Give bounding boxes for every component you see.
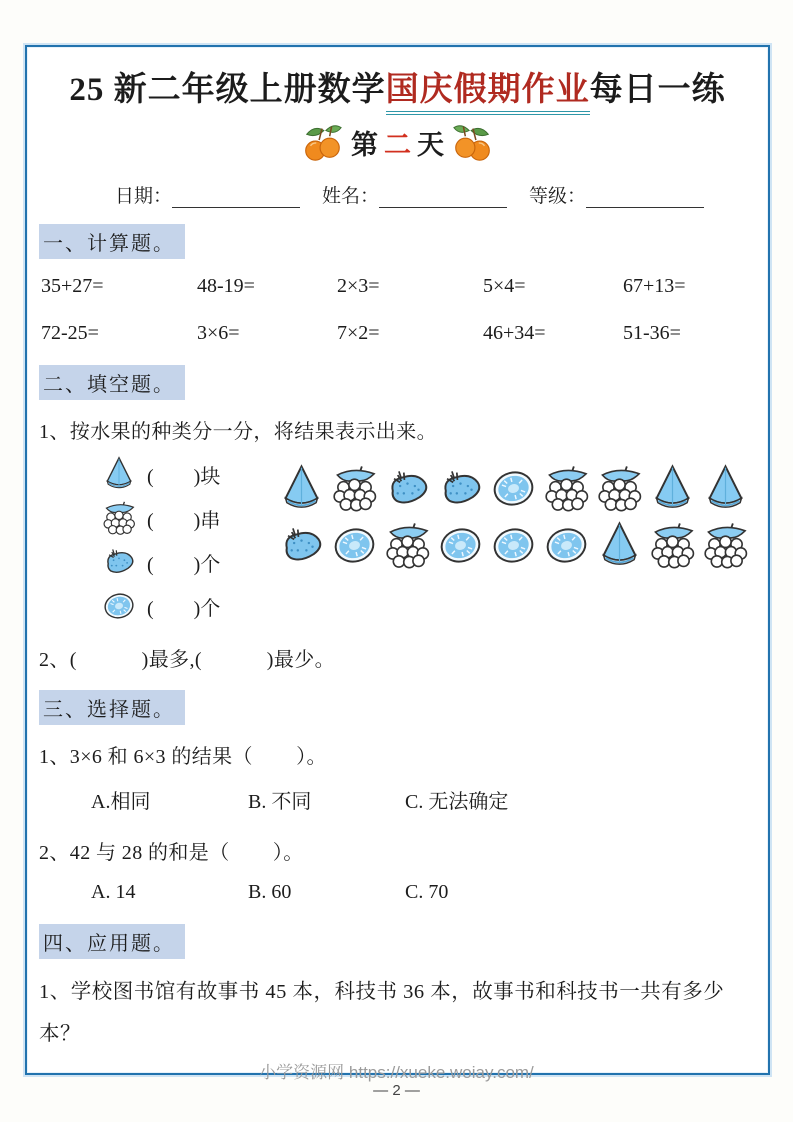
day-subtitle [39,119,756,165]
oranges-icon [299,119,345,165]
calc-problem: 35+27= [41,275,104,297]
calc-problem: 48-19= [197,275,255,297]
fruit-watermelon-icon [277,464,326,513]
fruit-grapes-icon [101,500,137,536]
subtitle-prefix: 第 [351,129,378,160]
fruit-strawberry-icon [436,464,485,513]
fill-blank-q1-text: 1、按水果的种类分一分，将结果表示出来。 [39,421,437,443]
fruit-strawberry-icon [101,544,137,580]
calc-problem: 2×3= [337,275,380,297]
choice-q2-text: 2、42 与 28 的和是（ ）。 [39,842,304,864]
oranges-icon [450,119,496,165]
fruit-grapes-icon [542,464,591,513]
calc-problems-row-2 [39,322,756,345]
calc-problems-row-1 [39,275,756,298]
fruit-legend-row [101,540,269,584]
footer-watermark: 小学资源网 https://xueke.woiay.com/ [259,1063,534,1082]
subtitle-day-number: 二 [384,129,411,160]
calc-problem: 3×6= [197,322,240,344]
fruit-watermelon-icon [648,464,697,513]
calc-problem: 5×4= [483,275,526,297]
fruit-classification-area [39,452,756,628]
calc-problem: 7×2= [337,322,380,344]
page-number: — 2 — [373,1082,420,1099]
fruit-watermelon-icon [101,456,137,492]
title-suffix: 每日一练 [589,72,726,108]
title-prefix: 25 新二年级上册数学 [69,72,386,108]
name-label: 姓名： [322,186,380,207]
fruit-kiwi-icon [542,521,591,570]
grade-blank-line [586,186,704,208]
fruit-grapes-icon [330,464,379,513]
page-title [39,63,756,115]
fruit-grid [277,464,756,578]
fruit-strawberry-icon [277,521,326,570]
subtitle-suffix: 天 [417,129,444,160]
name-blank-line [379,186,507,208]
worksheet-page [25,45,770,1075]
fruit-grapes-icon [595,464,644,513]
fruit-grapes-icon [383,521,432,570]
fruit-count-blank: ( )个 [147,553,221,576]
calc-problem: 46+34= [483,322,546,344]
grade-label: 等级： [529,186,587,207]
choice-option: A. 14 [91,881,136,903]
fruit-kiwi-icon [101,588,137,624]
calc-problem: 72-25= [41,322,99,344]
title-highlight: 国庆假期作业 [386,63,590,115]
fruit-count-blank: ( )个 [147,597,221,620]
fill-blank-q2-text: 2、( )最多,( )最少。 [39,649,336,671]
date-blank-line [172,186,300,208]
fruit-legend-row [101,452,269,496]
fruit-kiwi-icon [330,521,379,570]
fruit-grid-row [277,521,756,570]
meta-row [115,181,756,208]
section-heading-calculation: 一、计算题。 [39,224,185,259]
fruit-legend-row [101,496,269,540]
fruit-grapes-icon [701,521,750,570]
fruit-count-blank: ( )串 [147,509,221,532]
date-label: 日期： [115,186,173,207]
fruit-grapes-icon [648,521,697,570]
fruit-kiwi-icon [489,464,538,513]
section-heading-fill-blank: 二、填空题。 [39,365,185,400]
calc-problem: 67+13= [623,275,686,297]
fruit-grid-row [277,464,756,513]
application-q1-text: 1、学校图书馆有故事书 45 本，科技书 36 本，故事书和科技书一共有多少本？ [39,981,725,1046]
fruit-kiwi-icon [436,521,485,570]
choice-option: C. 70 [405,881,449,903]
fruit-legend-row [101,584,269,628]
choice-option: B. 不同 [248,791,312,813]
date-field [115,181,300,208]
section-heading-application: 四、应用题。 [39,924,185,959]
fruit-kiwi-icon [489,521,538,570]
fruit-watermelon-icon [595,521,644,570]
choice-option: C. 无法确定 [405,791,509,813]
name-field [322,181,507,208]
choice-option: B. 60 [248,881,292,903]
choice-option: A.相同 [91,791,151,813]
fruit-strawberry-icon [383,464,432,513]
choice-q1-text: 1、3×6 和 6×3 的结果（ ）。 [39,746,327,768]
choice-q1-options [91,785,756,814]
grade-field [529,181,704,208]
fruit-count-blank: ( )块 [147,465,221,488]
calc-problem: 51-36= [623,322,681,344]
section-heading-choice: 三、选择题。 [39,690,185,725]
fruit-watermelon-icon [701,464,750,513]
fruit-legend [101,452,269,628]
choice-q2-options [91,881,756,904]
